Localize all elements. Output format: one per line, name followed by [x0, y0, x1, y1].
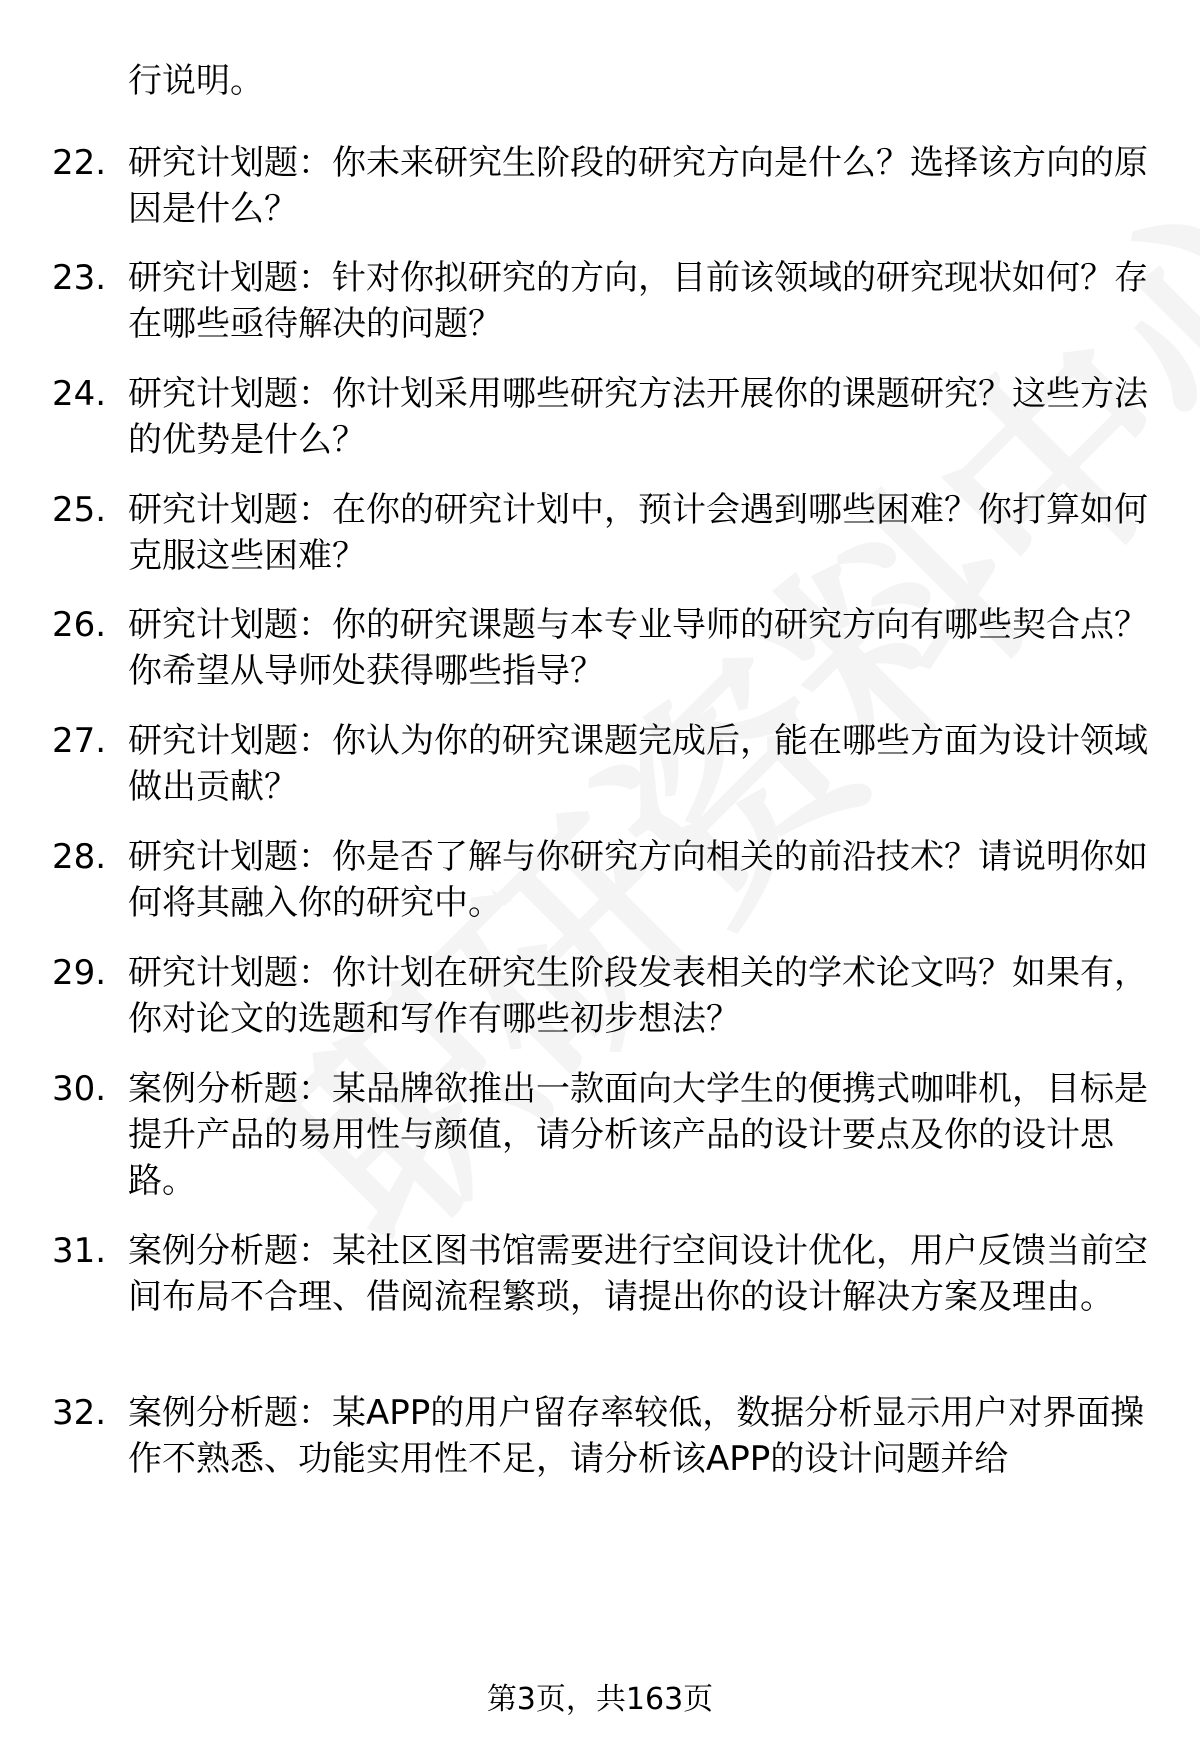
item-number: 32. — [52, 1393, 107, 1433]
item-number: 30. — [52, 1069, 107, 1109]
item-text: 研究计划题：你是否了解与你研究方向相关的前沿技术？请说明你如何将其融入你的研究中。 — [128, 837, 1148, 923]
item-number: 29. — [52, 953, 107, 993]
page-number-footer: 第3页，共163页 — [486, 1682, 714, 1717]
item-number: 23. — [52, 258, 107, 298]
item-text: 研究计划题：你计划采用哪些研究方法开展你的课题研究？这些方法的优势是什么？ — [128, 374, 1148, 460]
item-text: 研究计划题：在你的研究计划中，预计会遇到哪些困难？你打算如何克服这些困难？ — [128, 490, 1148, 576]
item-number: 26. — [52, 605, 107, 645]
item-text: 案例分析题：某品牌欲推出一款面向大学生的便携式咖啡机，目标是提升产品的易用性与颜值，请分析该产品的设计要点及你的设计思路。 — [128, 1069, 1148, 1201]
item-text: 研究计划题：你认为你的研究课题完成后，能在哪些方面为设计领域做出贡献？ — [128, 721, 1148, 807]
item-number: 27. — [52, 721, 107, 761]
item-text: 研究计划题：针对你拟研究的方向，目前该领域的研究现状如何？存在哪些亟待解决的问题？ — [128, 258, 1148, 344]
item-text: 研究计划题：你的研究课题与本专业导师的研究方向有哪些契合点？你希望从导师处获得哪些指导？ — [128, 605, 1148, 691]
item-number: 24. — [52, 374, 107, 414]
continuation-text: 行说明。 — [128, 61, 264, 101]
item-number: 28. — [52, 837, 107, 877]
item-number: 22. — [52, 143, 107, 183]
item-number: 31. — [52, 1231, 107, 1271]
item-text: 研究计划题：你未来研究生阶段的研究方向是什么？选择该方向的原因是什么？ — [128, 143, 1148, 229]
item-number: 25. — [52, 490, 107, 530]
item-text: 案例分析题：某社区图书馆需要进行空间设计优化，用户反馈当前空间布局不合理、借阅流程繁琐，请提出你的设计解决方案及理由。 — [128, 1231, 1148, 1317]
item-text: 案例分析题：某APP的用户留存率较低，数据分析显示用户对界面操作不熟悉、功能实用性不足，请分析该APP的设计问题并给 — [128, 1393, 1145, 1479]
item-text: 研究计划题：你计划在研究生阶段发表相关的学术论文吗？如果有，你对论文的选题和写作有哪些初步想法？ — [128, 953, 1148, 1039]
